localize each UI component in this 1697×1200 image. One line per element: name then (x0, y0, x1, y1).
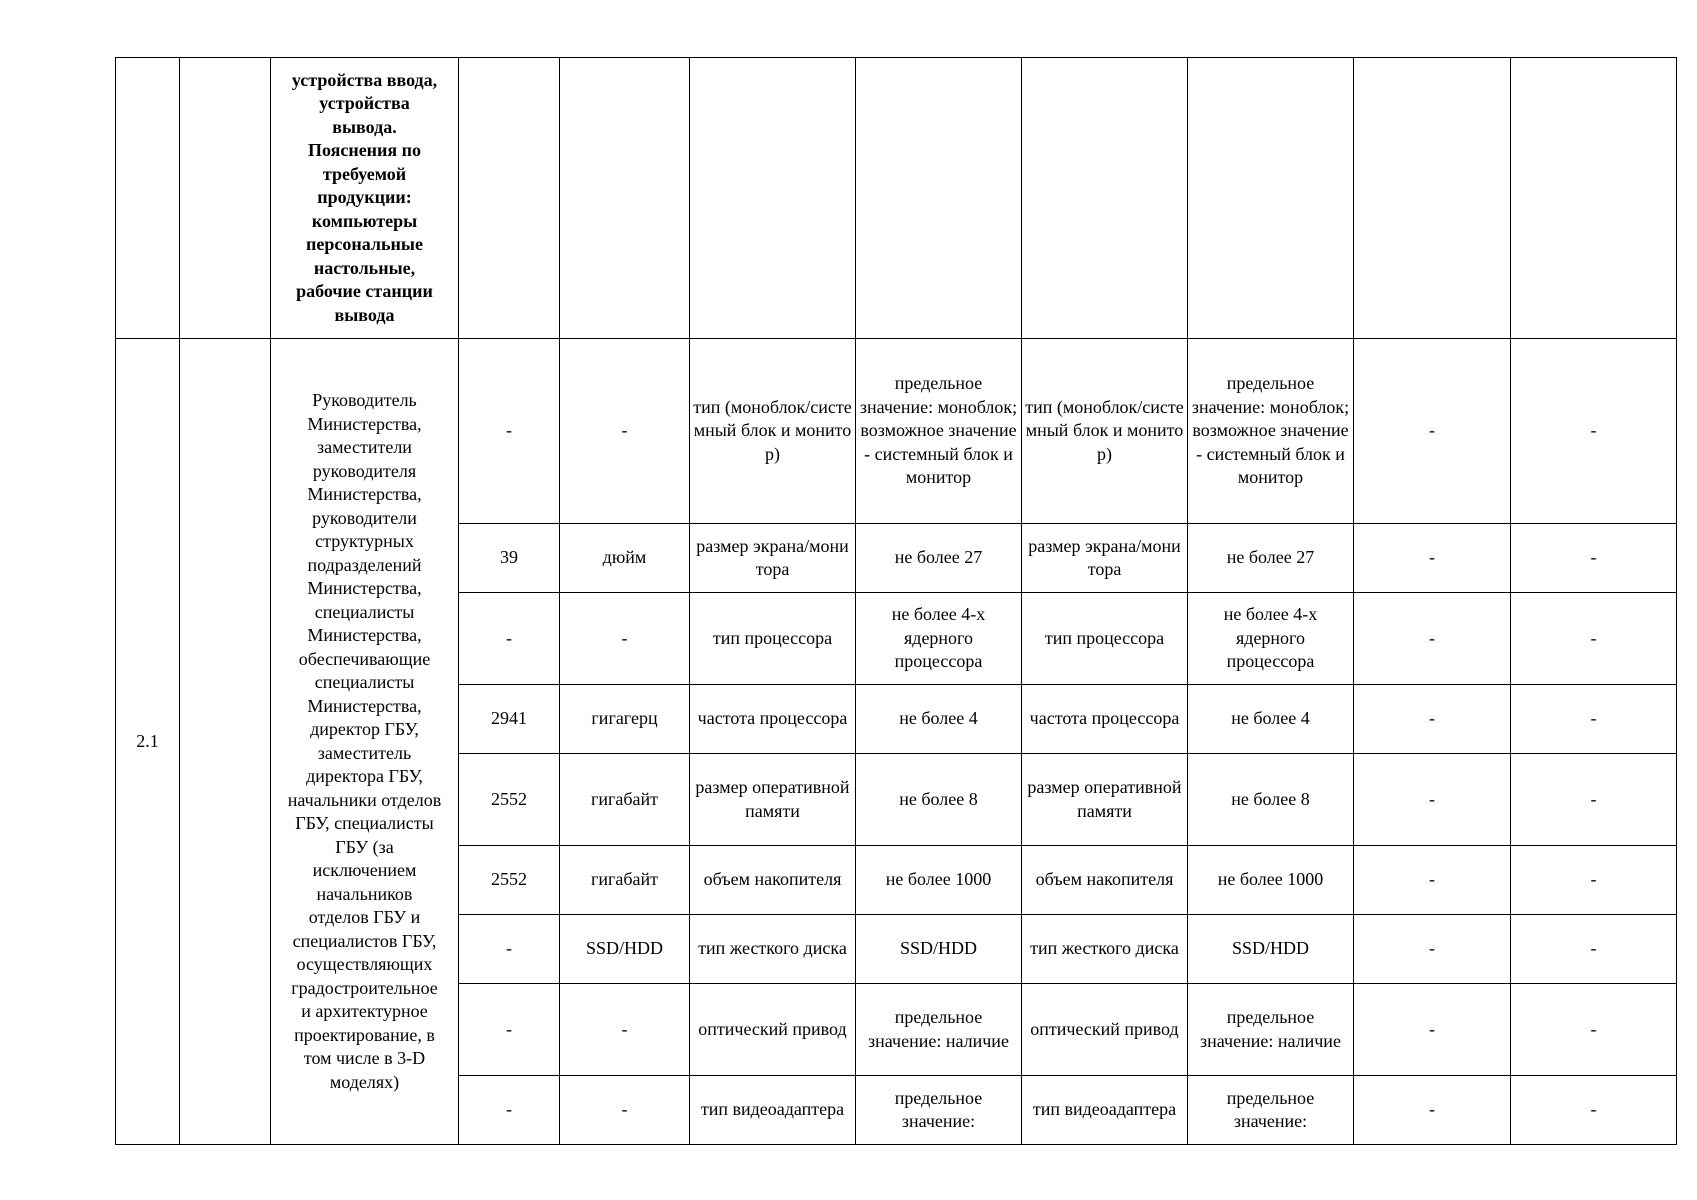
okei-code-cell: - (459, 1076, 560, 1145)
unit-cell: гигабайт (560, 846, 690, 915)
text-line: специалисты (314, 672, 415, 692)
text-line: ГБУ (за (335, 836, 394, 857)
text-line: проектирование, в (294, 1024, 435, 1045)
extra-cell: - (1354, 984, 1511, 1076)
text-line: исключением (312, 860, 417, 880)
text-line: подразделений (307, 554, 422, 575)
text-line: и архитектурное (301, 1001, 428, 1021)
extra-cell: - (1511, 846, 1677, 915)
characteristic-cell: объем накопителя (690, 846, 856, 915)
text-line: том числе в 3-D (303, 1048, 426, 1068)
characteristic-cell: частота процессора (690, 685, 856, 754)
empty-cell (1511, 58, 1677, 339)
value-cell: предельное значение: моноблок; возможное значение - системный блок и монитор (1188, 339, 1354, 524)
text-line: обеспечивающие (298, 648, 431, 669)
text-line: заместители (317, 437, 412, 457)
empty-cell (1354, 58, 1511, 339)
text-line: устройства (319, 93, 410, 114)
text-line: руководители (312, 507, 417, 528)
text-line: Министерства, (307, 484, 422, 504)
extra-cell: - (1354, 685, 1511, 754)
okei-code-cell: - (459, 593, 560, 685)
extra-cell: - (1511, 524, 1677, 593)
value-cell: предельное значение: (1188, 1076, 1354, 1145)
characteristic-cell: тип процессора (1022, 593, 1188, 685)
text-line: Пояснения по (307, 140, 422, 161)
text-line: требуемой (322, 163, 407, 184)
text-line: продукции: (317, 187, 412, 208)
value-cell: не более 1000 (856, 846, 1022, 915)
characteristic-cell: оптический привод (1022, 984, 1188, 1076)
value-cell: не более 4-х ядерного процессора (1188, 593, 1354, 685)
extra-cell: - (1354, 524, 1511, 593)
unit-cell: - (560, 339, 690, 524)
characteristic-cell: тип жесткого диска (1022, 915, 1188, 984)
text-line: моделях) (329, 1071, 400, 1092)
product-name-cell (271, 58, 459, 339)
text-line: начальников (316, 883, 413, 904)
text-line: Министерства, (307, 578, 422, 598)
text-line: специалистов ГБУ, (292, 930, 437, 951)
characteristic-cell: тип видеоадаптера (1022, 1076, 1188, 1145)
unit-cell: - (560, 1076, 690, 1145)
empty-cell (1022, 58, 1188, 339)
extra-cell: - (1354, 593, 1511, 685)
text-line: заместитель (317, 742, 412, 763)
text-line: начальники отделов (287, 789, 442, 810)
value-cell: не более 4 (1188, 685, 1354, 754)
row-number-cell (116, 58, 180, 339)
empty-cell (690, 58, 856, 339)
value-cell: не более 8 (1188, 754, 1354, 846)
value-cell: SSD/HDD (856, 915, 1022, 984)
characteristic-cell: объем накопителя (1022, 846, 1188, 915)
unit-cell: гигагерц (560, 685, 690, 754)
value-cell: предельное значение: наличие (856, 984, 1022, 1076)
characteristic-cell: размер оперативной памяти (1022, 754, 1188, 846)
okei-code-cell: - (459, 984, 560, 1076)
value-cell: не более 27 (856, 524, 1022, 593)
okei-code-cell: - (459, 339, 560, 524)
extra-cell: - (1511, 1076, 1677, 1145)
extra-cell: - (1354, 846, 1511, 915)
extra-cell: - (1354, 1076, 1511, 1145)
extra-cell: - (1354, 754, 1511, 846)
unit-cell: - (560, 593, 690, 685)
text-line: устройства ввода, (291, 69, 438, 90)
text-line: настольные, (313, 257, 416, 278)
characteristic-cell: тип (моноблок/системный блок и монитор) (1022, 339, 1188, 524)
value-cell: предельное значение: наличие (1188, 984, 1354, 1076)
extra-cell: - (1511, 593, 1677, 685)
text-line: специалисты (314, 601, 415, 622)
value-cell: не более 27 (1188, 524, 1354, 593)
extra-cell: - (1511, 984, 1677, 1076)
empty-cell (1188, 58, 1354, 339)
table-body (116, 58, 1677, 1145)
text-line: вывода. (332, 116, 397, 137)
characteristic-cell: частота процессора (1022, 685, 1188, 754)
characteristic-cell: размер экрана/монитора (1022, 524, 1188, 593)
text-line: компьютеры (311, 210, 418, 231)
text-line: руководителя (312, 460, 417, 481)
unit-cell: SSD/HDD (560, 915, 690, 984)
code-cell (180, 339, 271, 1145)
text-line: рабочие станции (296, 281, 433, 302)
text-line: персональные (306, 234, 423, 255)
text-line: Министерства, (307, 695, 422, 716)
characteristic-cell: оптический привод (690, 984, 856, 1076)
row-number-cell: 2.1 (116, 339, 180, 1145)
okei-code-cell: 2552 (459, 846, 560, 915)
value-cell: не более 8 (856, 754, 1022, 846)
text-line: осуществляющих (296, 954, 433, 974)
text-line: директор ГБУ, (310, 719, 419, 739)
okei-code-cell: - (459, 915, 560, 984)
okei-code-cell: 2941 (459, 685, 560, 754)
text-line: вывода (334, 304, 395, 325)
table-row (116, 339, 1677, 524)
characteristic-cell: тип видеоадаптера (690, 1076, 856, 1145)
unit-cell: - (560, 984, 690, 1076)
value-cell: SSD/HDD (1188, 915, 1354, 984)
text-line: градостроительное (291, 977, 438, 998)
empty-cell (856, 58, 1022, 339)
extra-cell: - (1511, 915, 1677, 984)
unit-cell: дюйм (560, 524, 690, 593)
text-line: Министерства, (307, 413, 422, 434)
empty-cell (459, 58, 560, 339)
text-line: отделов ГБУ и (308, 907, 421, 927)
requirements-table (115, 57, 1677, 1145)
characteristic-cell: размер оперативной памяти (690, 754, 856, 846)
unit-cell: гигабайт (560, 754, 690, 846)
table-row-header-continuation (116, 58, 1677, 339)
text-line: Руководитель (312, 390, 417, 410)
characteristic-cell: размер экрана/монитора (690, 524, 856, 593)
empty-cell (560, 58, 690, 339)
value-cell: не более 4 (856, 685, 1022, 754)
value-cell: не более 4-х ядерного процессора (856, 593, 1022, 685)
extra-cell: - (1511, 685, 1677, 754)
okei-code-cell: 39 (459, 524, 560, 593)
characteristic-cell: тип (моноблок/системный блок и монитор) (690, 339, 856, 524)
okei-code-cell: 2552 (459, 754, 560, 846)
characteristic-cell: тип жесткого диска (690, 915, 856, 984)
extra-cell: - (1511, 339, 1677, 524)
value-cell: предельное значение: моноблок; возможное значение - системный блок и монитор (856, 339, 1022, 524)
text-line: ГБУ, специалисты (295, 813, 434, 833)
text-line: Министерства, (307, 625, 422, 645)
value-cell: не более 1000 (1188, 846, 1354, 915)
extra-cell: - (1354, 915, 1511, 984)
extra-cell: - (1354, 339, 1511, 524)
positions-cell (271, 339, 459, 1145)
code-cell (180, 58, 271, 339)
extra-cell: - (1511, 754, 1677, 846)
characteristic-cell: тип процессора (690, 593, 856, 685)
text-line: директора ГБУ, (306, 766, 423, 786)
text-line: структурных (315, 531, 414, 551)
value-cell: предельное значение: (856, 1076, 1022, 1145)
